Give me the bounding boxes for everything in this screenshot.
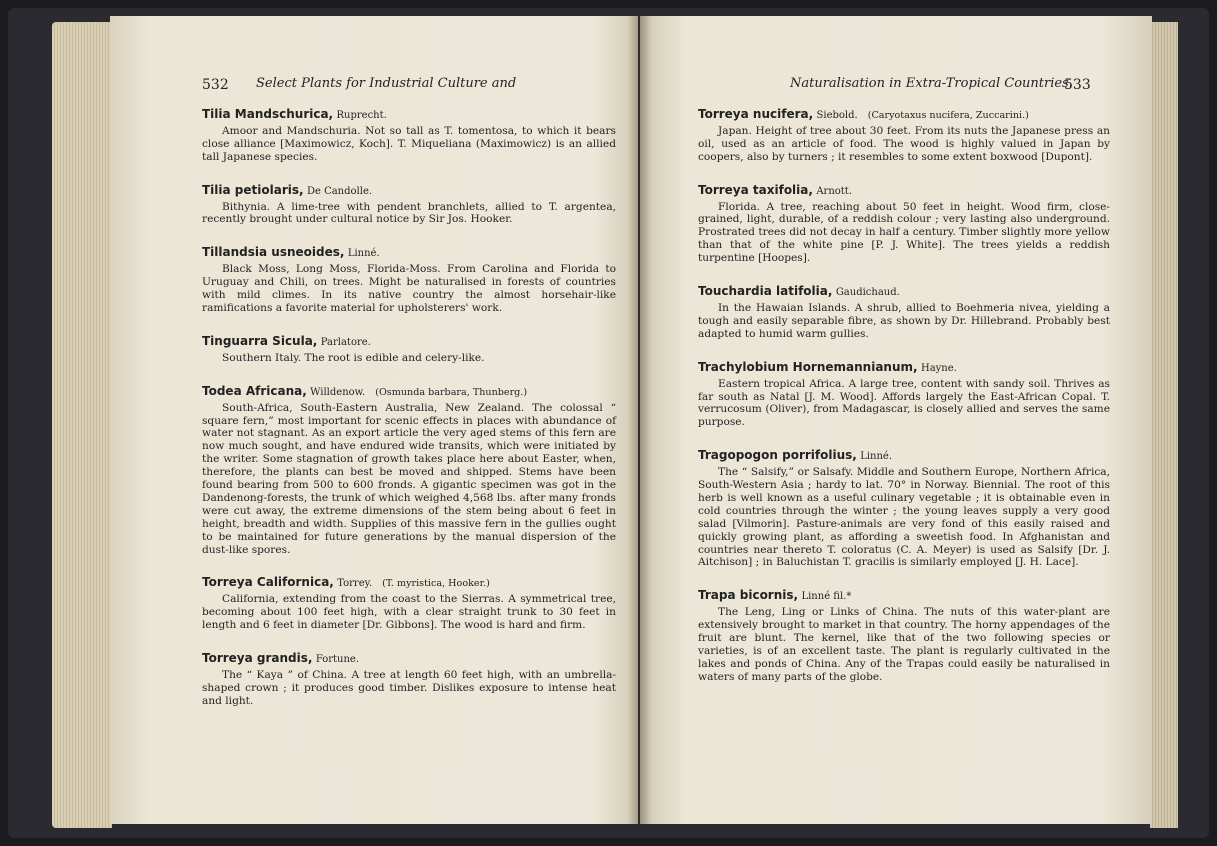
species-author: Hayne. xyxy=(920,362,957,374)
species-author: Linné. xyxy=(860,451,893,463)
species-synonym: (Caryotaxus nucifera, Zuccarini.) xyxy=(867,110,1029,121)
plant-entry xyxy=(698,589,1110,683)
entry-description: Amoor and Mandschuria. Not so tall as T. tomentosa, to which it bears close alliance [Maximowicz, Koch]. T. Miqueliana (Maximowicz) is an allied tall Japanese species. xyxy=(202,124,616,163)
entry-description: The “ Kaya ” of China. A tree at length 60 feet high, with an umbrella-shaped crown ; it produces good timber. Dislikes exposure to intense heat and light. xyxy=(202,669,616,707)
left-running-head: Select Plants for Industrial Culture and xyxy=(256,76,517,91)
right-column xyxy=(698,108,1110,704)
plant-entry xyxy=(698,361,1110,430)
species-author: Fortune. xyxy=(315,654,360,666)
species-author: Linné fil.* xyxy=(801,591,852,603)
plant-entry xyxy=(202,335,616,365)
entry-description: Eastern tropical Africa. A large tree, content with sandy soil. Thrives as far south as Natal [J. M. Wood]. Affords largely the East-African Copal. T. verrucosum (Oliver), from Madagascar, is closely allied and serves the same purpose. xyxy=(698,377,1110,429)
species-synonym: (Osmunda barbara, Thunberg.) xyxy=(375,386,528,398)
entry-description: Florida. A tree, reaching about 50 feet in height. Wood firm, close-grained, light, durable, of a reddish colour ; very lasting also underground. Prostrated trees did not decay in half a century. Timber slightly more yellow than that of the white pine [P. J. White]. The trees yields a reddish turpentine [Hoopes]. xyxy=(698,200,1110,265)
page-edges-left xyxy=(52,22,112,828)
species-name: Torreya taxifolia, xyxy=(698,182,813,197)
species-name: Torreya grandis, xyxy=(202,651,313,666)
species-author: Parlatore. xyxy=(320,336,371,348)
plant-entry xyxy=(698,184,1110,265)
species-name: Tragopogon porrifolius, xyxy=(698,448,857,463)
plant-entry xyxy=(202,246,616,315)
species-name: Trapa bicornis, xyxy=(698,588,799,603)
species-author: Gaudichaud. xyxy=(835,287,900,299)
entry-heading xyxy=(202,385,616,400)
plant-entry xyxy=(698,285,1110,341)
species-author: Willdenow. xyxy=(310,386,366,398)
entry-heading xyxy=(202,246,616,261)
entry-description: Japan. Height of tree about 30 feet. From its nuts the Japanese press an oil, used as an article of food. The wood is highly valued in Japan by coopers, also by turners ; it resembles to some extent boxwood [Dupont]. xyxy=(698,124,1110,163)
entry-description: In the Hawaian Islands. A shrub, allied to Boehmeria nivea, yielding a tough and easily separable fibre, as shown by Dr. Hillebrand. Probably best adapted to humid warm gullies. xyxy=(698,301,1110,340)
species-name: Tilia Mandschurica, xyxy=(202,107,334,121)
plant-entry xyxy=(202,108,616,164)
species-name: Todea Africana, xyxy=(202,383,307,398)
book-gutter xyxy=(628,16,652,824)
entry-description: The “ Salsify,” or Salsafy. Middle and Southern Europe, Northern Africa, South-Western Asia ; hardy to lat. 70° in Norway. Biennial. The root of this herb is well known as a useful culinary vegetable ; it is obtainable even in cold countries through the winter ; the young leaves supply a very good salad [Vilmorin]. Pasture-animals are very fond of this easily raised and quickly growing plant, as affording a sweetish food. In Afghanistan and countries near thereto T. coloratus (C. A. Meyer) is used as Salsify [Dr. J. Aitchison] ; in Baluchistan T. gracilis is similarly employed [J. H. Lace]. xyxy=(698,466,1110,569)
species-name: Tilia petiolaris, xyxy=(202,182,304,197)
plant-entry xyxy=(202,652,616,708)
entry-heading xyxy=(698,285,1110,300)
plant-entry xyxy=(698,108,1110,164)
entry-description: California, extending from the coast to the Sierras. A symmetrical tree, becoming about 100 feet high, with a clear straight trunk to 30 feet in length and 6 feet in diameter [Dr. Gibbons]. The wood is hard and firm. xyxy=(202,593,616,632)
left-page xyxy=(110,16,638,824)
entry-heading xyxy=(202,652,616,667)
left-page-number: 532 xyxy=(202,77,229,93)
right-running-head: Naturalisation in Extra-Tropical Countries. xyxy=(790,76,1073,91)
species-author: Torrey. xyxy=(337,578,373,590)
species-name: Tillandsia usneoides, xyxy=(202,245,345,260)
entry-description: Black Moss, Long Moss, Florida-Moss. From Carolina and Florida to Uruguay and Chili, on trees. Might be naturalised in forests of countries with mild climes. In its native country the almost horsehair-like ramifications a favorite material for upholsterers' work. xyxy=(202,263,616,314)
entry-description: Southern Italy. The root is edible and celery-like. xyxy=(222,351,485,364)
entry-heading xyxy=(202,108,616,123)
entry-heading xyxy=(698,361,1110,376)
plant-entry xyxy=(698,449,1110,569)
species-author: Linné. xyxy=(347,248,380,260)
page-edges-right xyxy=(1150,22,1178,828)
plant-entry xyxy=(202,184,616,227)
right-page xyxy=(640,16,1152,824)
plant-entry xyxy=(202,576,616,632)
entry-heading xyxy=(698,449,1110,464)
right-page-number: 533 xyxy=(1064,77,1091,93)
entry-description: Bithynia. A lime-tree with pendent branchlets, allied to T. argentea, recently brought under cultural notice by Sir Jos. Hooker. xyxy=(202,200,616,226)
entry-description: South-Africa, South-Eastern Australia, New Zealand. The colossal “ square fern,” most important for scenic effects in places with abundance of water not stagnant. As an export article the very aged stems of this fern are now much sought, and have endured wide transits, which were initiated by the writer. Some stagnation of growth takes place here about Easter, when, therefore, the plants can best be moved and shipped. Stems have been found bearing from 500 to 600 fronds. A gigantic specimen was got in the Dandenong-forests, the trunk of which weighed 4,568 lbs. after many fronds were cut away, the extreme dimensions of the stem being about 6 feet in height, breadth and width. Supplies of this massive fern in the gullies ought to be maintained for future generations by the manual dispersion of the dust-like spores. xyxy=(202,401,616,556)
species-name: Torreya Californica, xyxy=(202,575,334,590)
species-author: Siebold. xyxy=(816,110,858,121)
species-name: Touchardia latifolia, xyxy=(698,284,833,299)
entry-description: The Leng, Ling or Links of China. The nuts of this water-plant are extensively brought to market in that country. The horny appendages of the fruit are blunt. The kernel, like that of the two following species or varieties, is of an excellent taste. The plant is regularly cultivated in the lakes and ponds of China. Any of the Trapas could easily be naturalised in waters of many parts of the globe. xyxy=(698,606,1110,683)
species-synonym: (T. myristica, Hooker.) xyxy=(382,578,490,590)
entry-heading xyxy=(698,184,1110,199)
entry-heading xyxy=(698,589,1110,604)
species-name: Torreya nucifera, xyxy=(698,107,814,121)
species-author: Arnott. xyxy=(816,185,853,197)
species-name: Trachylobium Hornemannianum, xyxy=(698,359,918,374)
species-name: Tinguarra Sicula, xyxy=(202,333,318,348)
entry-heading xyxy=(202,184,616,199)
species-author: De Candolle. xyxy=(306,185,373,197)
plant-entry xyxy=(202,385,616,557)
species-author: Ruprecht. xyxy=(336,110,387,121)
entry-heading xyxy=(202,335,616,350)
left-column xyxy=(202,108,616,728)
entry-heading xyxy=(698,108,1110,123)
entry-heading xyxy=(202,576,616,591)
